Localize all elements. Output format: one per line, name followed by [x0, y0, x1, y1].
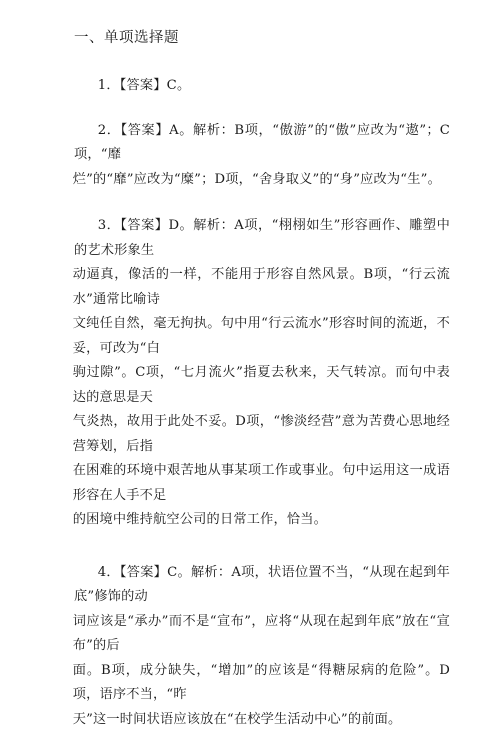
section-title: 一、单项选择题 [74, 28, 450, 48]
answer-item-4 [74, 561, 450, 732]
answer-line: 文纯任自然，毫无拘执。句中用“行云流水”形容时间的流逝，不妥，可改为“白 [73, 312, 450, 361]
answer-line: 驹过隙”。C项，“七月流火”指夏去秋来，天气转凉。而句中表达的意思是天 [73, 361, 450, 410]
answer-item-3 [74, 214, 450, 533]
answer-item-2 [74, 119, 450, 193]
answer-line: 气炎热，故用于此处不妥。D项，“惨淡经营”意为苦费心思地经营筹划，后指 [73, 410, 450, 459]
answer-line: 4．【答案】C。解析：A项，状语位置不当，“从现在起到年底”修饰的动 [74, 561, 450, 610]
answer-line: 动逼真，像活的一样，不能用于形容自然风景。B项，“行云流水”通常比喻诗 [73, 263, 450, 312]
answer-line: 烂”的“靡”应改为“糜”；D项，“舍身取义”的“身”应改为“生”。 [73, 168, 450, 193]
answer-line: 1．【答案】C。 [74, 74, 450, 99]
answer-line: 词应该是“承办”而不是“宣布”，应将“从现在起到年底”放在“宣布”的后 [73, 610, 450, 659]
answer-line: 的困境中维持航空公司的日常工作，恰当。 [73, 508, 450, 533]
answer-line: 面。B项，成分缺失，“增加”的应该是“得糖尿病的危险”。D项，语序不当，“昨 [73, 659, 450, 708]
answer-line: 2．【答案】A。解析：B项，“傲游”的“傲”应改为“遨”；C项，“靡 [74, 119, 450, 168]
answer-item-1 [74, 74, 450, 99]
answer-line: 3．【答案】D。解析：A项，“栩栩如生”形容画作、雕塑中的艺术形象生 [74, 214, 450, 263]
answer-line: 在困难的环境中艰苦地从事某项工作或事业。句中运用这一成语形容在人手不足 [73, 459, 450, 508]
answer-line: 天”这一时间状语应该放在“在校学生活动中心”的前面。 [73, 708, 450, 732]
